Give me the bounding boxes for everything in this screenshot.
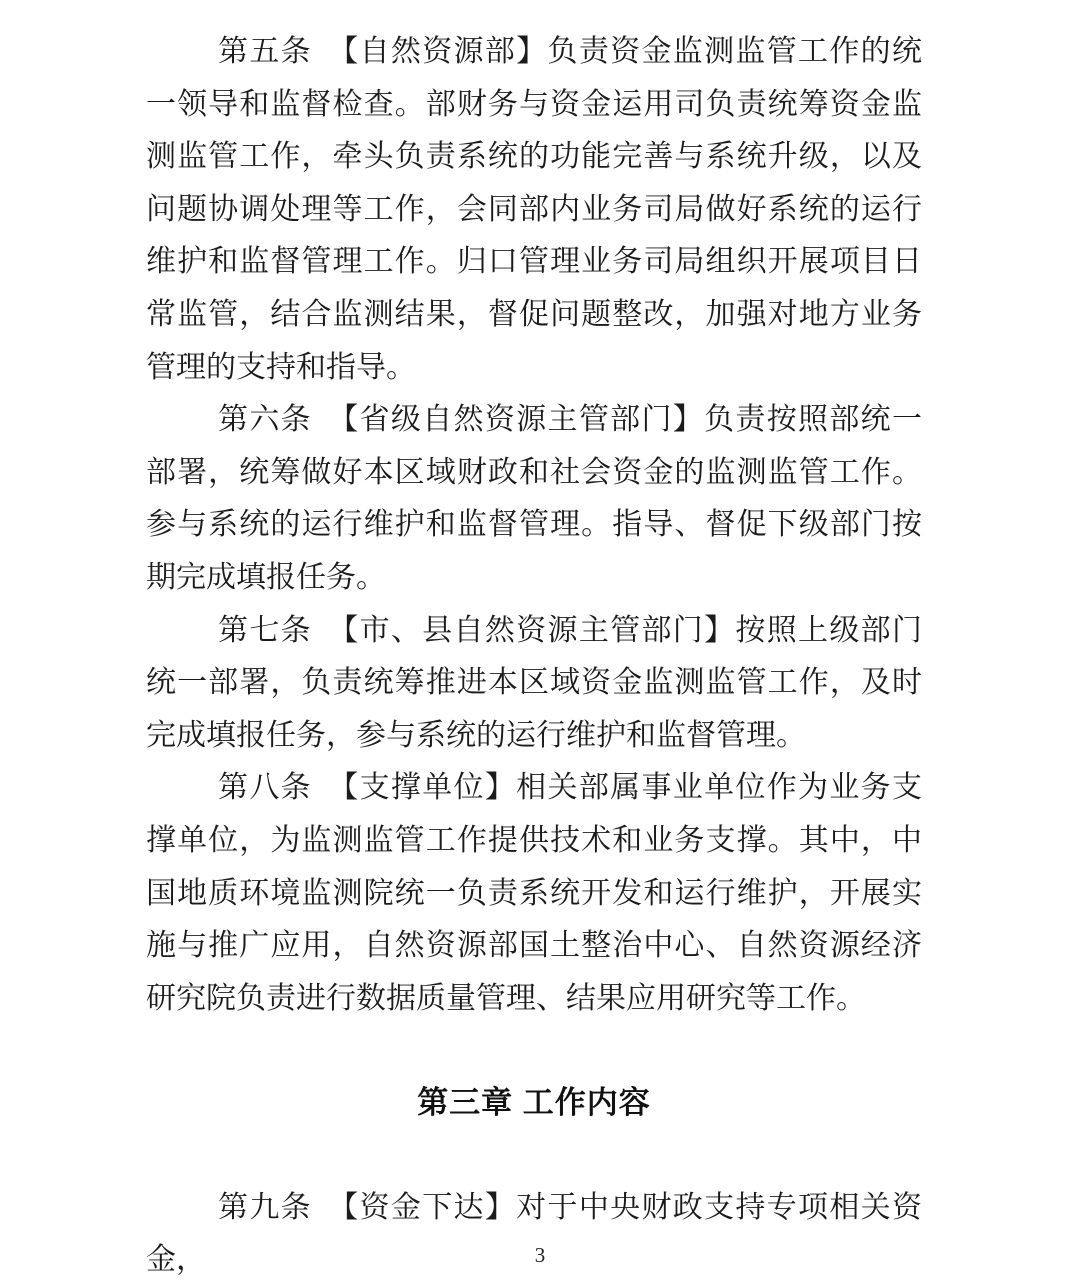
article-8-paragraph: 第八条 【支撑单位】相关部属事业单位作为业务支撑单位，为监测监管工作提供技术和业务支撑。其中，中国地质环境监测院统一负责系统开发和运行维护，开展实施与推广应用，自然资源部国土整治中心、自然资源经济研究院负责进行数据质量管理、结果应用研究等工作。	[146, 771, 922, 1015]
article-6-paragraph: 第六条 【省级自然资源主管部门】负责按照部统一部署，统筹做好本区域财政和社会资金的监测监管工作。参与系统的运行维护和监督管理。指导、督促下级部门按期完成填报任务。	[146, 403, 922, 594]
article-5-paragraph: 第五条 【自然资源部】负责资金监测监管工作的统一领导和监督检查。部财务与资金运用司负责统筹资金监测监管工作，牵头负责系统的功能完善与系统升级，以及问题协调处理等工作，会同部内业务司局做好系统的运行维护和监督管理工作。归口管理业务司局组织开展项目日常监管，结合监测结果，督促问题整改，加强对地方业务管理的支持和指导。	[146, 35, 922, 384]
article-9-paragraph: 第九条 【资金下达】对于中央财政支持专项相关资金，	[146, 1190, 922, 1277]
article-7-paragraph: 第七条 【市、县自然资源主管部门】按照上级部门统一部署，负责统筹推进本区域资金监测监管工作，及时完成填报任务，参与系统的运行维护和监督管理。	[146, 613, 922, 752]
chapter-3-heading: 第三章 工作内容	[417, 1085, 651, 1121]
document-body	[146, 26, 922, 1282]
page-number: 3	[534, 1243, 546, 1267]
